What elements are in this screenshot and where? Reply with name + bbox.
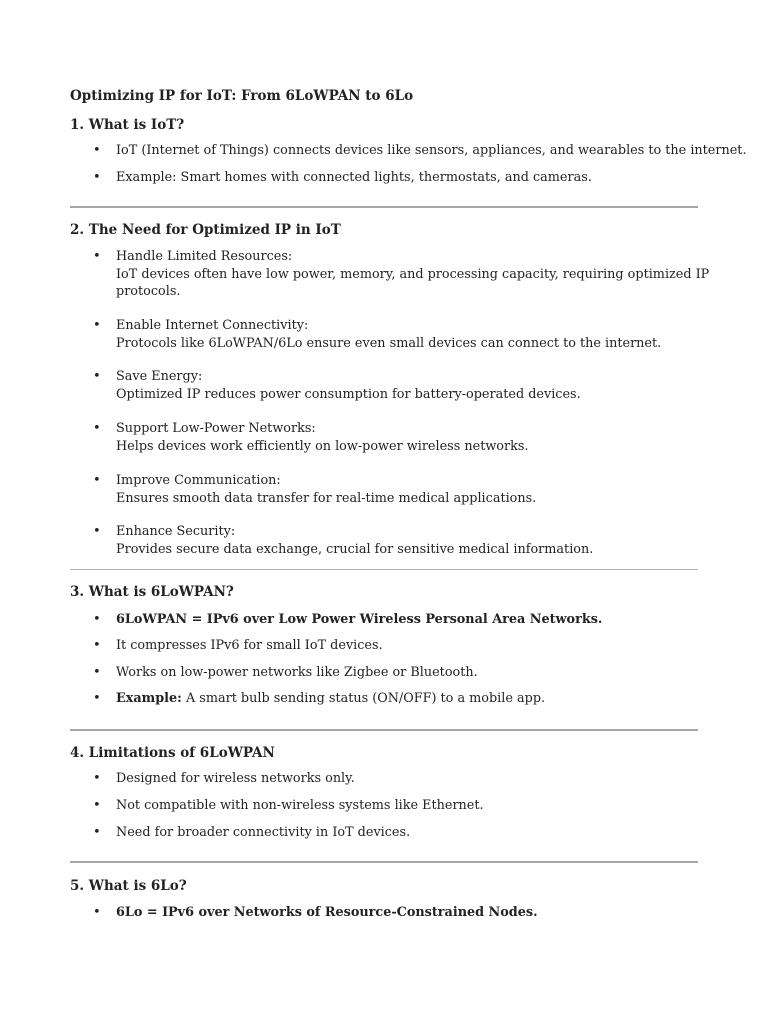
list-item [70,797,710,815]
item-title: Enhance Security: [116,524,236,539]
item-title: Support Low-Power Networks: [116,421,316,436]
list-item [70,690,710,708]
bullet-icon: • [93,421,101,436]
section-divider [70,729,698,731]
list-item [70,317,710,352]
bullet-icon: • [93,473,101,488]
list-item [70,142,747,160]
item-description: Ensures smooth data transfer for real-time medical applications. [116,490,537,506]
item-title: Improve Communication: [116,473,281,488]
item-description: IoT devices often have low power, memory, and processing capacity, requiring optimized IP [116,266,710,282]
list-item [70,770,710,788]
bullet-icon: • [93,771,101,786]
item-bold-label: Example: [116,691,182,706]
item-text: Works on low-power networks like Zigbee or Bluetooth. [116,665,478,680]
bullet-icon: • [93,170,101,185]
item-text: Need for broader connectivity in IoT devices. [116,825,411,840]
bullet-icon: • [93,369,101,384]
section-heading-what-is-6lo: 5. What is 6Lo? [70,878,187,894]
list-item [70,472,710,507]
bullet-icon: • [93,638,101,653]
bullet-icon: • [93,798,101,813]
item-text: Not compatible with non-wireless systems like Ethernet. [116,798,484,813]
bullet-icon: • [93,249,101,264]
bullet-icon: • [93,143,101,158]
item-title: Save Energy: [116,369,203,384]
section-divider [70,206,698,208]
item-description: Provides secure data exchange, crucial for sensitive medical information. [116,541,594,557]
list-item [70,664,710,682]
list-item [70,420,710,455]
item-text: IoT (Internet of Things) connects devices like sensors, appliances, and wearables to the internet. [116,143,747,158]
item-description: Protocols like 6LoWPAN/6Lo ensure even small devices can connect to the internet. [116,335,662,351]
item-title: Handle Limited Resources: [116,249,293,264]
section-heading-what-is-iot: 1. What is IoT? [70,117,185,133]
bullet-icon: • [93,905,101,920]
item-text: A smart bulb sending status (ON/OFF) to a mobile app. [181,691,546,706]
bullet-icon: • [93,665,101,680]
item-description: Optimized IP reduces power consumption for battery-operated devices. [116,386,581,402]
list-item [70,637,710,655]
list-item [70,248,710,301]
bullet-icon: • [93,825,101,840]
bullet-icon: • [93,691,101,706]
list-item [70,169,710,187]
section-heading-need-for-optimized-ip: 2. The Need for Optimized IP in IoT [70,222,341,238]
list-item [70,904,710,922]
item-bold-text: 6LoWPAN = IPv6 over Low Power Wireless Personal Area Networks. [116,612,603,627]
list-item [70,611,710,629]
list-item [70,368,710,403]
section-divider [70,861,698,863]
section-heading-what-is-6lowpan: 3. What is 6LoWPAN? [70,584,234,600]
item-bold-text: 6Lo = IPv6 over Networks of Resource-Constrained Nodes. [116,905,538,920]
item-description: Helps devices work efficiently on low-power wireless networks. [116,438,529,454]
bullet-icon: • [93,524,101,539]
bullet-icon: • [93,612,101,627]
document-title: Optimizing IP for IoT: From 6LoWPAN to 6Lo [70,88,414,104]
item-text: It compresses IPv6 for small IoT devices. [116,638,383,653]
list-item [70,523,710,558]
item-text: Example: Smart homes with connected lights, thermostats, and cameras. [116,170,592,185]
item-description-continued: protocols. [116,284,181,299]
section-divider [70,569,698,570]
section-heading-limitations-6lowpan: 4. Limitations of 6LoWPAN [70,745,275,761]
list-item [70,824,710,842]
item-text: Designed for wireless networks only. [116,771,355,786]
bullet-icon: • [93,318,101,333]
item-title: Enable Internet Connectivity: [116,318,309,333]
